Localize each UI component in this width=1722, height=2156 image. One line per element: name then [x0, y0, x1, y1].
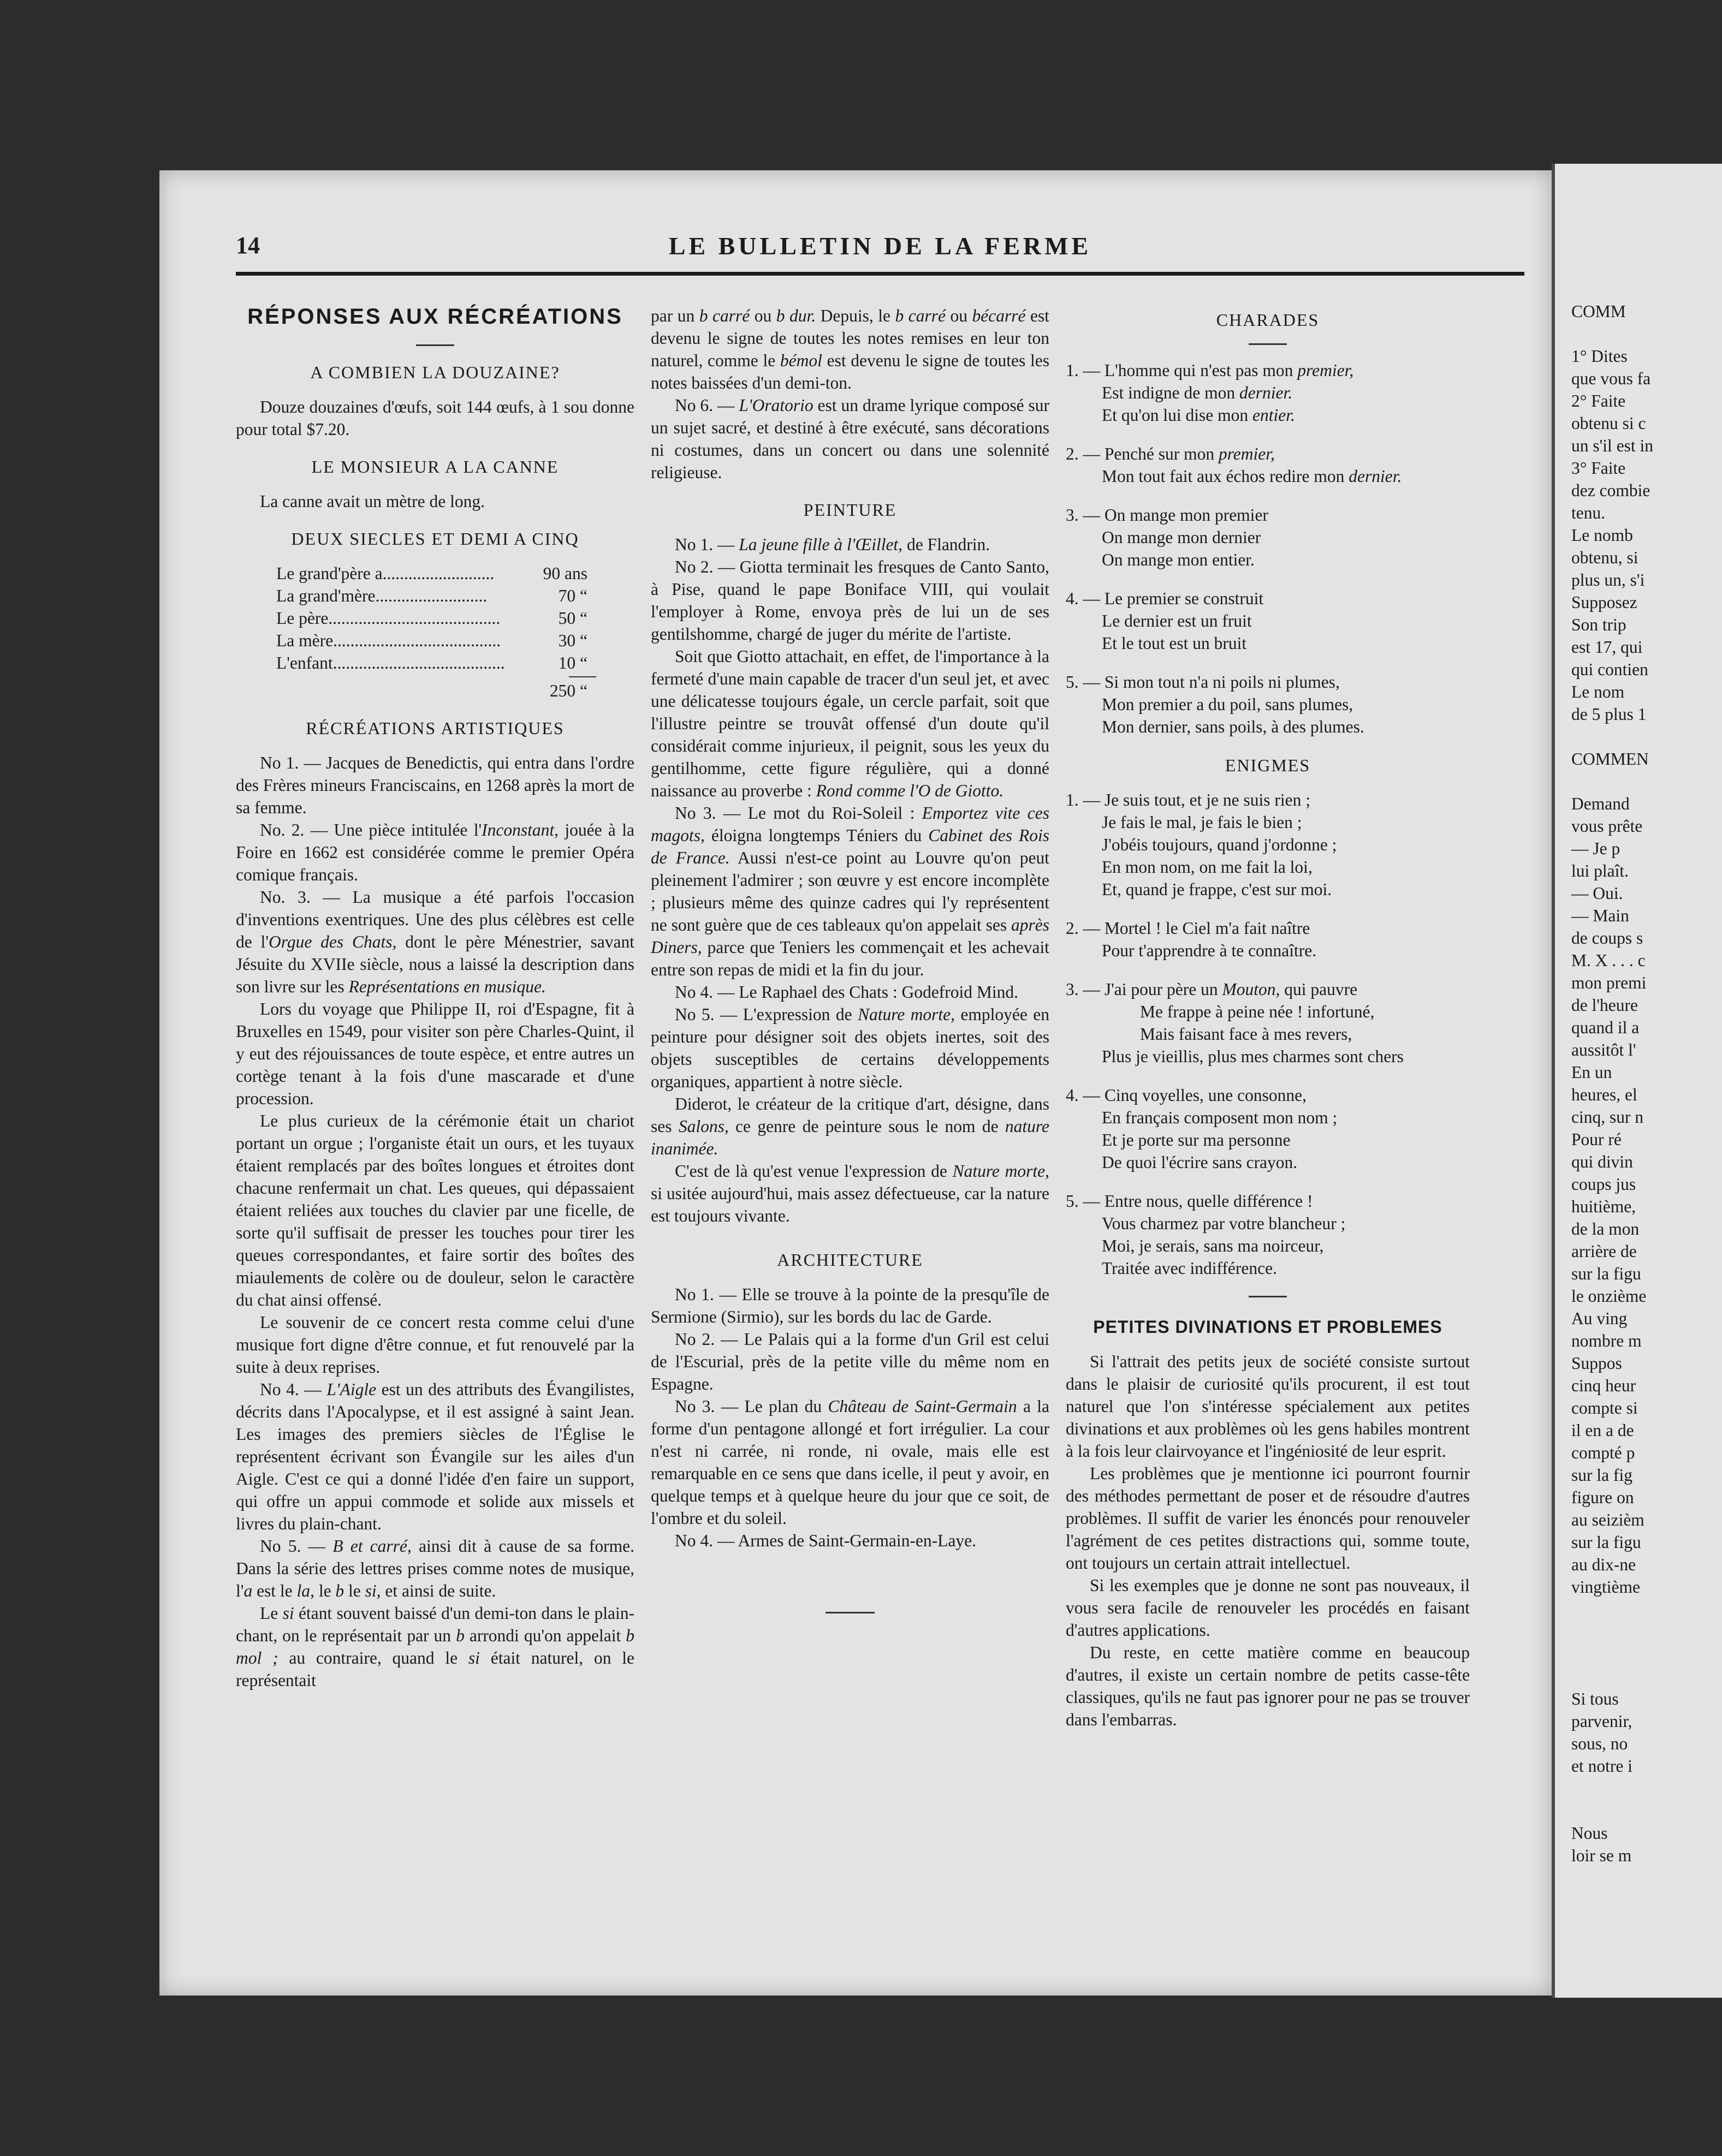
enigme-3: 3. — J'ai pour père un Mouton, qui pauvre Me frappe à peine née ! infortuné, Mais faisant face à mes revers, Plus je vieillis, plus mes charmes sont chers	[1066, 980, 1404, 1066]
adjacent-line: Au ving	[1571, 1309, 1628, 1328]
adjacent-line: obtenu si c	[1571, 414, 1646, 433]
adjacent-line: il en a de	[1571, 1421, 1634, 1440]
charade-5: 5. — Si mon tout n'a ni poils ni plumes, Mon premier a du poil, sans plumes, Mon dernier, sans poils, à des plumes.	[1066, 672, 1364, 736]
adjacent-line: sur la figu	[1571, 1264, 1641, 1283]
enigme-5: 5. — Entre nous, quelle différence ! Vous charmez par votre blancheur ; Moi, je serais, sans ma noirceur, Traitée avec indifférence.	[1066, 1192, 1346, 1278]
adjacent-line: Nous	[1571, 1824, 1608, 1843]
enigme-1: 1. — Je suis tout, et je ne suis rien ; Je fais le mal, je fais le bien ; J'obéis toujours, quand j'ordonne ; En mon nom, on me fait la loi, Et, quand je frappe, c'est sur moi.	[1066, 790, 1337, 899]
paragraph: No. 3. — La musique a été parfois l'occasion d'inventions exentriques. Une des plus célèbres est celle de l'Orgue des Chats, dont le père Ménestrier, savant Jésuite du XVIIe siècle, nous a laissé la description dans son livre sur les Représentations en musique.	[236, 888, 634, 996]
adjacent-line: sur la fig	[1571, 1466, 1632, 1485]
subsection-title: RÉCRÉATIONS ARTISTIQUES	[306, 718, 565, 738]
adjacent-line: obtenu, si	[1571, 548, 1638, 567]
header-rule	[236, 272, 1524, 276]
paragraph: Douze douzaines d'œufs, soit 144 œufs, à 1 sou donne pour total $7.20.	[236, 397, 634, 439]
table-row: La mère....................................... 30 “	[276, 631, 587, 650]
charade-3: 3. — On mange mon premier On mange mon dernier On mange mon entier.	[1066, 505, 1268, 569]
adjacent-line: 1° Dites	[1571, 347, 1628, 366]
paragraph: No 4. — Armes de Saint-Germain-en-Laye.	[675, 1531, 976, 1550]
subsection-title: PEINTURE	[803, 500, 897, 520]
paragraph: Lors du voyage que Philippe II, roi d'Espagne, fit à Bruxelles en 1549, pour visiter son père Charles-Quint, il y eut des réjouissances de toute espèce, et entre autres un cortège tenant à la fois d'une mascarade et d'une procession.	[236, 999, 634, 1108]
divider	[416, 344, 454, 346]
paragraph: Du reste, en cette matière comme en beaucoup d'autres, il existe un certain nombre de petits casse-tête classiques, qu'ils ne faut pas ignorer pour ne pas se trouver dans l'embarras.	[1066, 1643, 1470, 1729]
adjacent-line: cinq heur	[1571, 1376, 1636, 1395]
adjacent-line	[1571, 1665, 1722, 1688]
page-header	[236, 231, 1524, 264]
running-title: LE BULLETIN DE LA FERME	[668, 232, 1092, 260]
paragraph: No 4. — Le Raphael des Chats : Godefroid Mind.	[675, 982, 1019, 1002]
adjacent-line: Le nom	[1571, 682, 1625, 701]
adjacent-line	[1571, 725, 1722, 748]
adjacent-line: au dix-ne	[1571, 1555, 1636, 1574]
subsection-title: LE MONSIEUR A LA CANNE	[311, 457, 559, 477]
adjacent-line: au seizièm	[1571, 1510, 1644, 1529]
table-total: 250 “	[549, 681, 587, 700]
adjacent-line: et notre i	[1571, 1756, 1632, 1776]
paragraph: Si les exemples que je donne ne sont pas nouveaux, il vous sera facile de renouveler les procédés en faisant d'autres applications.	[1066, 1576, 1470, 1640]
adjacent-line: sous, no	[1571, 1734, 1628, 1753]
paragraph: No 6. — L'Oratorio est un drame lyrique composé sur un sujet sacré, et destiné à être exécuté, sans décorations ni costumes, dans un concert ou dans une solennité religieuse.	[651, 396, 1049, 482]
paragraph: No 1. — Elle se trouve à la pointe de la presqu'île de Sermione (Sirmio), sur les bords du lac de Garde.	[651, 1285, 1049, 1326]
adjacent-line: huitième,	[1571, 1197, 1636, 1216]
adjacent-line: lui plaît.	[1571, 861, 1629, 880]
paragraph: Soit que Giotto attachait, en effet, de l'importance à la fermeté d'une main capable de tracer d'un seul jet, et avec une délicatesse toujours égale, un cercle parfait, soit que l'illustre peintre se trouvât offensé d'un doute qu'il considérait comme injurieux, il peignit, sous les yeux du gentilhomme, cette figure régulière, qui a donné naissance au proverbe : Rond comme l'O de Giotto.	[651, 647, 1049, 800]
table-row: Le père........................................ 50 “	[276, 609, 587, 628]
ages-table	[276, 562, 587, 702]
subsection-title: CHARADES	[1216, 310, 1320, 330]
paragraph: No 1. — Jacques de Benedictis, qui entra dans l'ordre des Frères mineurs Franciscains, en 1268 après la mort de sa femme.	[236, 753, 634, 817]
enigme-2: 2. — Mortel ! le Ciel m'a fait naître Pour t'apprendre à te connaître.	[1066, 919, 1317, 960]
adjacent-line: loir se m	[1571, 1846, 1632, 1865]
adjacent-line: Supposez	[1571, 593, 1637, 612]
paragraph: La canne avait un mètre de long.	[260, 492, 485, 511]
adjacent-line: parvenir,	[1571, 1712, 1632, 1731]
adjacent-line: de la mon	[1571, 1219, 1640, 1238]
adjacent-line: figure on	[1571, 1488, 1634, 1507]
subsection-title: PETITES DIVINATIONS ET PROBLEMES	[1093, 1317, 1442, 1337]
adjacent-line: nombre m	[1571, 1331, 1642, 1350]
adjacent-line: vous prête	[1571, 817, 1643, 836]
paragraph: Diderot, le créateur de la critique d'art, désigne, dans ses Salons, ce genre de peinture sous le nom de nature inanimée.	[651, 1094, 1049, 1158]
adjacent-line: 2° Faite	[1571, 391, 1626, 410]
paragraph: No 1. — La jeune fille à l'Œillet, de Flandrin.	[675, 535, 990, 554]
paragraph: No 3. — Le mot du Roi-Soleil : Emportez vite ces magots, éloigna longtemps Téniers du Cabinet des Rois de France. Aussi n'est-ce point au Louvre qu'on peut pleinement l'admirer ; son œuvre y est encore incomplète ; plusieurs même des quinze cadres qui l'y représentent ne sont guère que de ces tableaux qu'on appelait ses après Diners, parce que Teniers les commençait et les achevait entre son repas de midi et la fin du jour.	[651, 803, 1049, 979]
adjacent-line: mon premi	[1571, 973, 1647, 992]
paragraph: No 2. — Le Palais qui a la forme d'un Gril est celui de l'Escurial, près de la petite ville du même nom en Espagne.	[651, 1330, 1049, 1393]
adjacent-line: de 5 plus 1	[1571, 705, 1647, 724]
paragraph: No 5. — L'expression de Nature morte, employée en peinture pour désigner soit des objets inertes, soit des objets susceptibles de certains développements organiques, appartient à notre siècle.	[651, 1005, 1049, 1091]
adjacent-line	[1571, 1777, 1722, 1800]
adjacent-line: quand il a	[1571, 1018, 1640, 1037]
adjacent-line: sur la figu	[1571, 1533, 1641, 1552]
adjacent-line	[1571, 1643, 1722, 1665]
adjacent-line: COMM	[1571, 302, 1626, 321]
paragraph: C'est de là qu'est venue l'expression de Nature morte, si usitée aujourd'hui, mais assez défectueuse, car la nature est toujours vivante.	[651, 1162, 1049, 1225]
adjacent-line: de l'heure	[1571, 996, 1638, 1015]
subsection-title: ARCHITECTURE	[777, 1250, 923, 1270]
adjacent-line: En un	[1571, 1063, 1612, 1082]
adjacent-line: un s'il est in	[1571, 436, 1654, 455]
adjacent-line: aussitôt l'	[1571, 1040, 1636, 1059]
charade-1: 1. — L'homme qui n'est pas mon premier, Est indigne de mon dernier. Et qu'on lui dise mon entier.	[1066, 361, 1354, 425]
paragraph: No. 2. — Une pièce intitulée l'Inconstant, jouée à la Foire en 1662 est considérée comme le premier Opéra comique français.	[236, 820, 634, 884]
newspaper-page	[159, 170, 1552, 1996]
adjacent-line: Son trip	[1571, 615, 1626, 634]
paragraph: No 3. — Le plan du Château de Saint-Germain a la forme d'un pentagone allongé et fort irrégulier. La cour n'est ni carrée, ni ronde, ni ovale, mais elle est remarquable en ce sens que dans icelle, il peut y avoir, en quelque temps et à quelque heure du jour que ce soit, de l'ombre et du soleil.	[651, 1397, 1049, 1528]
charade-2: 2. — Penché sur mon premier, Mon tout fait aux échos redire mon dernier.	[1066, 444, 1402, 486]
enigme-4: 4. — Cinq voyelles, une consonne, En français composent mon nom ; Et je porte sur ma personne De quoi l'écrire sans crayon.	[1066, 1086, 1338, 1172]
adjacent-line	[1571, 1621, 1722, 1643]
adjacent-line: 3° Faite	[1571, 458, 1626, 478]
column-3	[1066, 299, 1470, 1731]
table-row: L'enfant........................................ 10 “	[276, 653, 587, 672]
subsection-title: DEUX SIECLES ET DEMI A CINQ	[291, 529, 579, 549]
adjacent-line: coups jus	[1571, 1175, 1636, 1194]
paragraph: No 2. — Giotta terminait les fresques de Canto Santo, à Pise, quand le pape Boniface VIII, qui voulait l'employer à Rome, envoya près de lui un de ses gentilshomme, chargé de juger du mérite de l'artiste.	[651, 557, 1049, 644]
adjacent-line: Pour ré	[1571, 1130, 1622, 1149]
page-number: 14	[236, 232, 260, 259]
adjacent-line: Si tous	[1571, 1689, 1619, 1708]
adjacent-line: de coups s	[1571, 928, 1643, 948]
section-title-reponses: RÉPONSES AUX RÉCRÉATIONS	[247, 305, 623, 329]
paragraph: Le si étant souvent baissé d'un demi-ton dans le plain-chant, on le représentait par un b arrondi qu'on appelait b mol ; au contraire, quand le si était naturel, on le représentait	[236, 1604, 634, 1690]
adjacent-line: Suppos	[1571, 1354, 1622, 1373]
paragraph: Le souvenir de ce concert resta comme celui d'une musique fort digne d'être connue, et fut renouvelé par la suite à deux reprises.	[236, 1313, 634, 1377]
adjacent-line: qui divin	[1571, 1152, 1633, 1171]
adjacent-page-text	[1571, 300, 1722, 1867]
adjacent-line: Le nomb	[1571, 526, 1633, 545]
sum-rule	[569, 676, 596, 677]
adjacent-line: compte si	[1571, 1398, 1638, 1418]
adjacent-page-fragment	[1552, 164, 1722, 1998]
adjacent-line: arrière de	[1571, 1242, 1637, 1261]
adjacent-line: dez combie	[1571, 481, 1650, 500]
table-row: Le grand'père a.......................... 90 ans	[276, 564, 587, 583]
subsection-title: A COMBIEN LA DOUZAINE?	[310, 362, 560, 382]
adjacent-line: compté p	[1571, 1443, 1635, 1462]
adjacent-line: plus un, s'i	[1571, 570, 1645, 589]
adjacent-line	[1571, 323, 1722, 345]
adjacent-line: tenu.	[1571, 503, 1606, 522]
column-1	[236, 299, 634, 1692]
adjacent-line: vingtième	[1571, 1577, 1640, 1597]
adjacent-line: qui contien	[1571, 660, 1648, 679]
adjacent-line: — Je p	[1571, 839, 1620, 858]
divider	[826, 1612, 875, 1613]
adjacent-line	[1571, 770, 1722, 793]
adjacent-line	[1571, 1598, 1722, 1621]
adjacent-line: est 17, qui	[1571, 638, 1643, 657]
subsection-title: ENIGMES	[1225, 755, 1311, 775]
charade-4: 4. — Le premier se construit Le dernier est un fruit Et le tout est un bruit	[1066, 589, 1264, 653]
paragraph: Les problèmes que je mentionne ici pourront fournir des méthodes permettant de poser et de résoudre d'autres problèmes. Il suffit de varier les énoncés pour renouveler l'agrément de ces petites distractions qui, somme toute, ont toujours un certain attrait intellectuel.	[1066, 1464, 1470, 1573]
adjacent-line: — Main	[1571, 906, 1629, 925]
paragraph: par un b carré ou b dur. Depuis, le b carré ou bécarré est devenu le signe de toutes les notes remises en leur ton naturel, comme le bémol est devenu le signe de toutes les notes baissées d'un demi-ton.	[651, 306, 1049, 392]
divider	[1249, 343, 1287, 345]
adjacent-line: — Oui.	[1571, 884, 1623, 903]
divider	[1249, 1296, 1287, 1297]
paragraph: No 4. — L'Aigle est un des attributs des Évangilistes, décrits dans l'Apocalypse, et il est assigné à saint Jean. Les images des premiers siècles de l'Église le représentent écrivant son Évangile sur les ailes d'un Aigle. C'est ce qui a donné l'idée d'en faire un support, qui offre un appui commode et solide aux missels et livres du plain-chant.	[236, 1380, 635, 1533]
table-row: La grand'mère.......................... 70 “	[276, 586, 587, 605]
adjacent-line: heures, el	[1571, 1085, 1637, 1104]
adjacent-line: que vous fa	[1571, 369, 1651, 388]
adjacent-line	[1571, 1800, 1722, 1822]
adjacent-line: Demand	[1571, 794, 1630, 813]
paragraph: Le plus curieux de la cérémonie était un chariot portant un orgue ; l'organiste était un ours, et les tuyaux étaient remplacés par des boîtes longues et étroites dont chacune renfermait un chat. Les queues, qui dépassaient étaient reliées aux touches du clavier par une ficelle, de sorte qu'il suffisait de presser les touches pour tirer les queues correspondantes, et faire sortir des boîtes des miaulements de colère ou de douleur, selon le caractère du chat ainsi offensé.	[236, 1111, 634, 1309]
column-2	[651, 305, 1049, 1628]
adjacent-line: COMMEN	[1571, 749, 1649, 769]
paragraph: No 5. — B et carré, ainsi dit à cause de sa forme. Dans la série des lettres prises comme notes de musique, l'a est le la, le b le si, et ainsi de suite.	[236, 1536, 634, 1600]
adjacent-line: M. X . . . c	[1571, 951, 1646, 970]
paragraph: Si l'attrait des petits jeux de société consiste surtout dans le plaisir de curiosité qu'ils procurent, il est tout naturel que l'on s'intéresse spécialement aux petites divinations et aux problèmes où les gens habiles montrent à la fois leur clairvoyance et l'ingéniosité de leur esprit.	[1066, 1352, 1470, 1461]
adjacent-line: cinq, sur n	[1571, 1107, 1644, 1127]
adjacent-line: le onzième	[1571, 1287, 1647, 1306]
